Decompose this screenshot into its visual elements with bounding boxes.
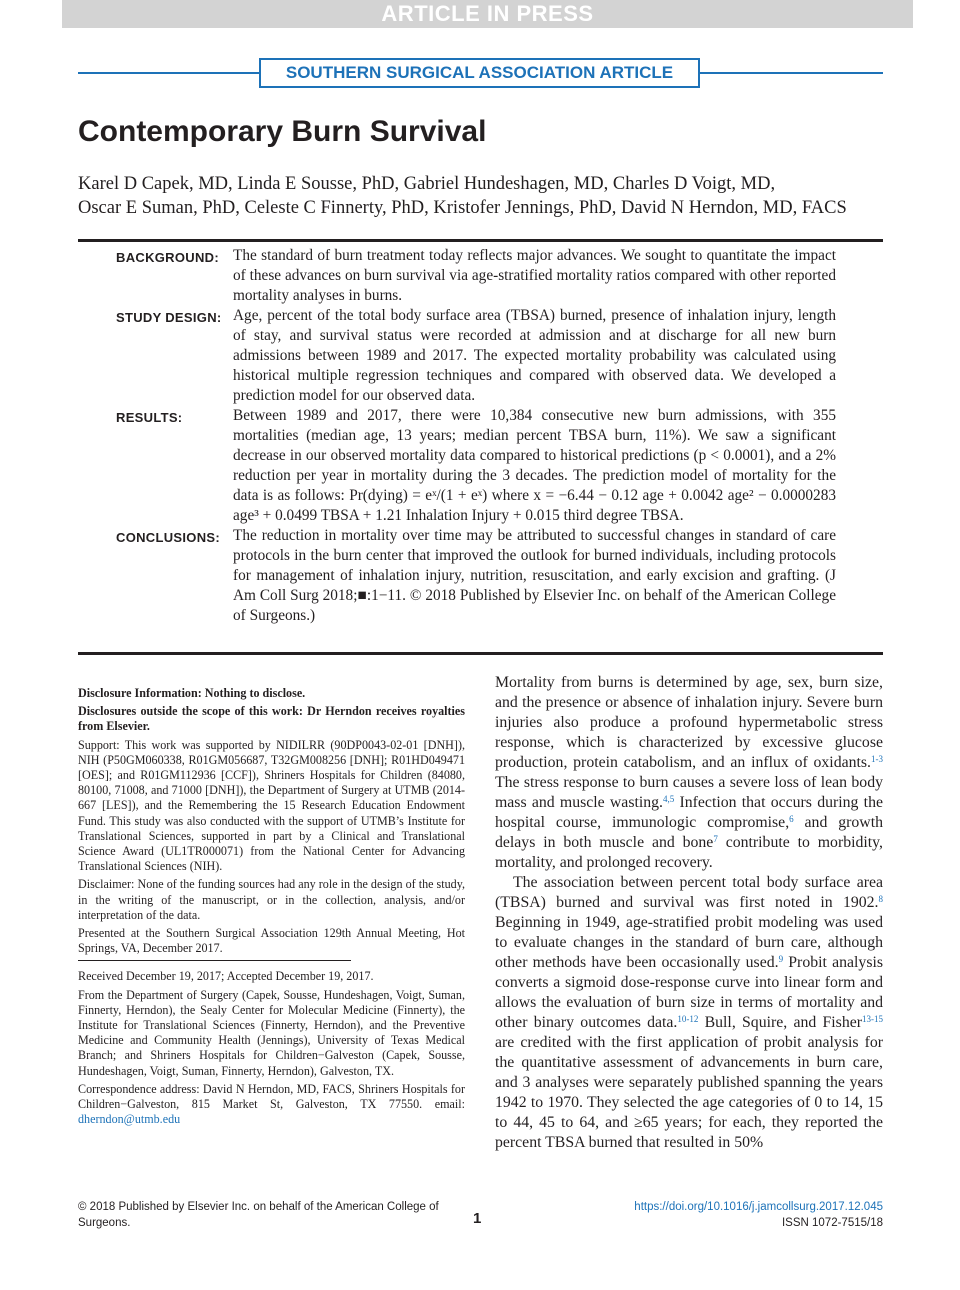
citation-ref[interactable]: 9 [778,954,784,964]
abstract-label: STUDY DESIGN: [116,310,222,325]
body-paragraph-1 [495,673,883,873]
email-link[interactable]: dherndon@utmb.edu [78,1112,181,1127]
abstract-label: RESULTS: [116,410,183,425]
article-in-press-banner: ARTICLE IN PRESS [62,0,913,28]
abstract-text: The reduction in mortality over time may be attributed to successful changes in standard of care protocols in the burn center that improved the outlook for burned individuals, including protocols for management of inhalation injury, nutrition, resuscitation, and early excision and grafting. (J Am Coll Surg 2018;■:1−11. © 2018 Published by Elsevier Inc. on behalf of the American College of Surgeons.) [233,527,836,624]
abstract-text: The standard of burn treatment today reflects major advances. We sought to quantitate the impact of these advances on burn survival via age-stratified mortality ratios compared with other reported mortality analyses in burns. [233,247,836,304]
body-text: Probit analysis converts a sigmoid dose-response curve into linear form and allows the evaluation of burn size in terms of mortality and other binary outcomes data. [495,954,884,1031]
citation-ref[interactable]: 10-12 [677,1014,699,1024]
citation-ref[interactable]: 4,5 [663,794,675,804]
received-note: Received December 19, 2017; Accepted December 19, 2017. [78,969,374,984]
footer-copyright: © 2018 Published by Elsevier Inc. on behalf of the American College of Surgeons. [78,1201,439,1229]
abstract-text: Age, percent of the total body surface area (TBSA) burned, presence of inhalation injury, length of stay, and survival status were recorded at admission and at discharge for all new burn admissions between 1989 and 2017. The expected mortality probability was calculated using historical multiple regression techniques and compared with observed data. We developed a prediction model for our observed data. [233,307,836,404]
citation-ref[interactable]: 7 [713,834,718,844]
body-paragraph-2 [495,873,883,1153]
citation-ref[interactable]: 1-3 [871,754,883,764]
authors-line-1: Karel D Capek, MD, Linda E Sousse, PhD, Gabriel Hundeshagen, MD, Charles D Voigt, MD, [78,174,776,194]
presented-note: Presented at the Southern Surgical Association 129th Annual Meeting, Hot Springs, VA, December 2017. [78,926,465,956]
body-column [495,673,883,1153]
author-list [78,172,908,220]
issn: ISSN 1072-7515/18 [781,1217,883,1229]
body-text: and growth delays in both muscle and bone [495,814,883,851]
abstract-conclusions [116,526,836,626]
abstract-bottom-rule [78,652,883,655]
support-note: Support: This work was supported by NIDILRR (90DP0043-02-01 [DNH]), NIH (P50GM060338, R01GM056687, T32GM008256 [DNH]; R01HD049471 [OES]; and R01GM112936 [CCF]), Shriners Hospitals for Children (84080, 80100, 71008, and 71000 [DNH]), the Department of Surgery at UTMB (2014-667 [LES]), and the Remembering the 15 Research Education Endowment Fund. This study was also conducted with the support of UTMB’s Institute for Translational Sciences, supported in part by a Clinical and Translational Science Award (UL1TR000071) from the National Center for Advancing Translational Sciences (NIH). [78,737,465,874]
correspondence-note [78,1082,465,1128]
body-text: The association between percent total body surface area (TBSA) burned and survival was first noted in 1902. [495,874,883,911]
body-text: Infection that occurs during the hospital course, immunologic compromise, [495,794,883,831]
page-number: 1 [473,1210,482,1227]
footer-right [560,1199,883,1231]
correspondence-text: Correspondence address: David N Herndon, MD, FACS, Shriners Hospitals for Children−Galveston, 815 Market St, Galveston, TX 77550. email: [78,1081,465,1112]
affiliations-note: From the Department of Surgery (Capek, Sousse, Hundeshagen, Voigt, Suman, Finnerty, Herndon), the Sealy Center for Molecular Medicine (Finnerty), the Institute for Translational Sciences (Finnerty, Herndon), and the Preventive Medicine and Community Health (Jennings), University of Texas Medical Branch; and Shriners Hospitals for Children−Galveston (Capek, Sousse, Hundeshagen, Voigt, Suman, Finnerty, Herndon), Galveston, TX. [78,987,465,1078]
abstract-text: Between 1989 and 2017, there were 10,384 consecutive new burn admissions, with 355 mortalities (median age, 13 years; median percent TBSA burn, 11%). We saw a significant decrease in our observed mortality data compared to historical predictions (p < 0.0001), and a 2% reduction per year in mortality during the 3 decades. The prediction model of mortality for the data is as follows: Pr(dying) = eˣ/(1 + eˣ) where x = −6.44 − 0.12 age + 0.0042 age² − 0.0000283 age³ + 0.0499 TBSA + 1.21 Inhalation Injury + 0.015 third degree TBSA. [233,407,836,524]
body-text: Mortality from burns is determined by age, sex, burn size, and the presence or absence of inhalation injury. Severe burn injuries also produce a profound hypermetabolic stress response, which is characterized by excessive glucose production, protein catabolism, and an influx of oxidants. [495,674,883,771]
body-text: contribute to morbidity, mortality, and prolonged recovery. [495,834,883,871]
section-rule-right [700,72,883,74]
disclaimer-note: Disclaimer: None of the funding sources had any role in the design of the study, in the writing of the manuscript, or in the collection, analysis, and/or interpretation of the data. [78,877,465,922]
authors-line-2: Oscar E Suman, PhD, Celeste C Finnerty, PhD, Kristofer Jennings, PhD, David N Herndon, MD, FACS [78,198,847,218]
citation-ref[interactable]: 13-15 [862,1014,883,1024]
disclosure-info: Disclosure Information: Nothing to disclose. [78,686,306,700]
abstract-results [116,406,836,526]
abstract-background [116,246,836,306]
section-rule-left [78,72,259,74]
disclosures-outside: Disclosures outside the scope of this work: Dr Herndon receives royalties from Elsevier. [78,704,465,734]
body-text: Bull, Squire, and Fisher [698,1014,862,1031]
abstract [116,246,836,626]
body-text: Beginning in 1949, age-stratified probit modeling was used to evaluate changes in the standard of burn care, although other methods have been occasionally used. [495,914,883,971]
body-text: are credited with the first application of probit analysis for the quantitative assessment of advancements in burn care, and 3 analyses were separately published spanning the years 1942 to 1970. They selected the age categories of 0 to 14, 15 to 44, 45 to 64, and ≥65 years; for each, they reported the percent TBSA burned that resulted in 50% [495,1034,883,1151]
section-label: SOUTHERN SURGICAL ASSOCIATION ARTICLE [259,58,700,88]
footnote-divider [78,960,351,961]
abstract-label: BACKGROUND: [116,250,219,265]
citation-ref[interactable]: 8 [878,894,883,904]
citation-ref[interactable]: 6 [789,814,794,824]
doi-link[interactable]: https://doi.org/10.1016/j.jamcollsurg.2017.12.045 [634,1201,883,1213]
abstract-study-design [116,306,836,406]
abstract-label: CONCLUSIONS: [116,530,220,545]
body-text: The stress response to burn causes a severe loss of lean body mass and muscle wasting. [495,774,883,811]
abstract-top-rule [78,239,883,242]
footnotes-column [78,686,465,1130]
article-title: Contemporary Burn Survival [78,115,487,148]
